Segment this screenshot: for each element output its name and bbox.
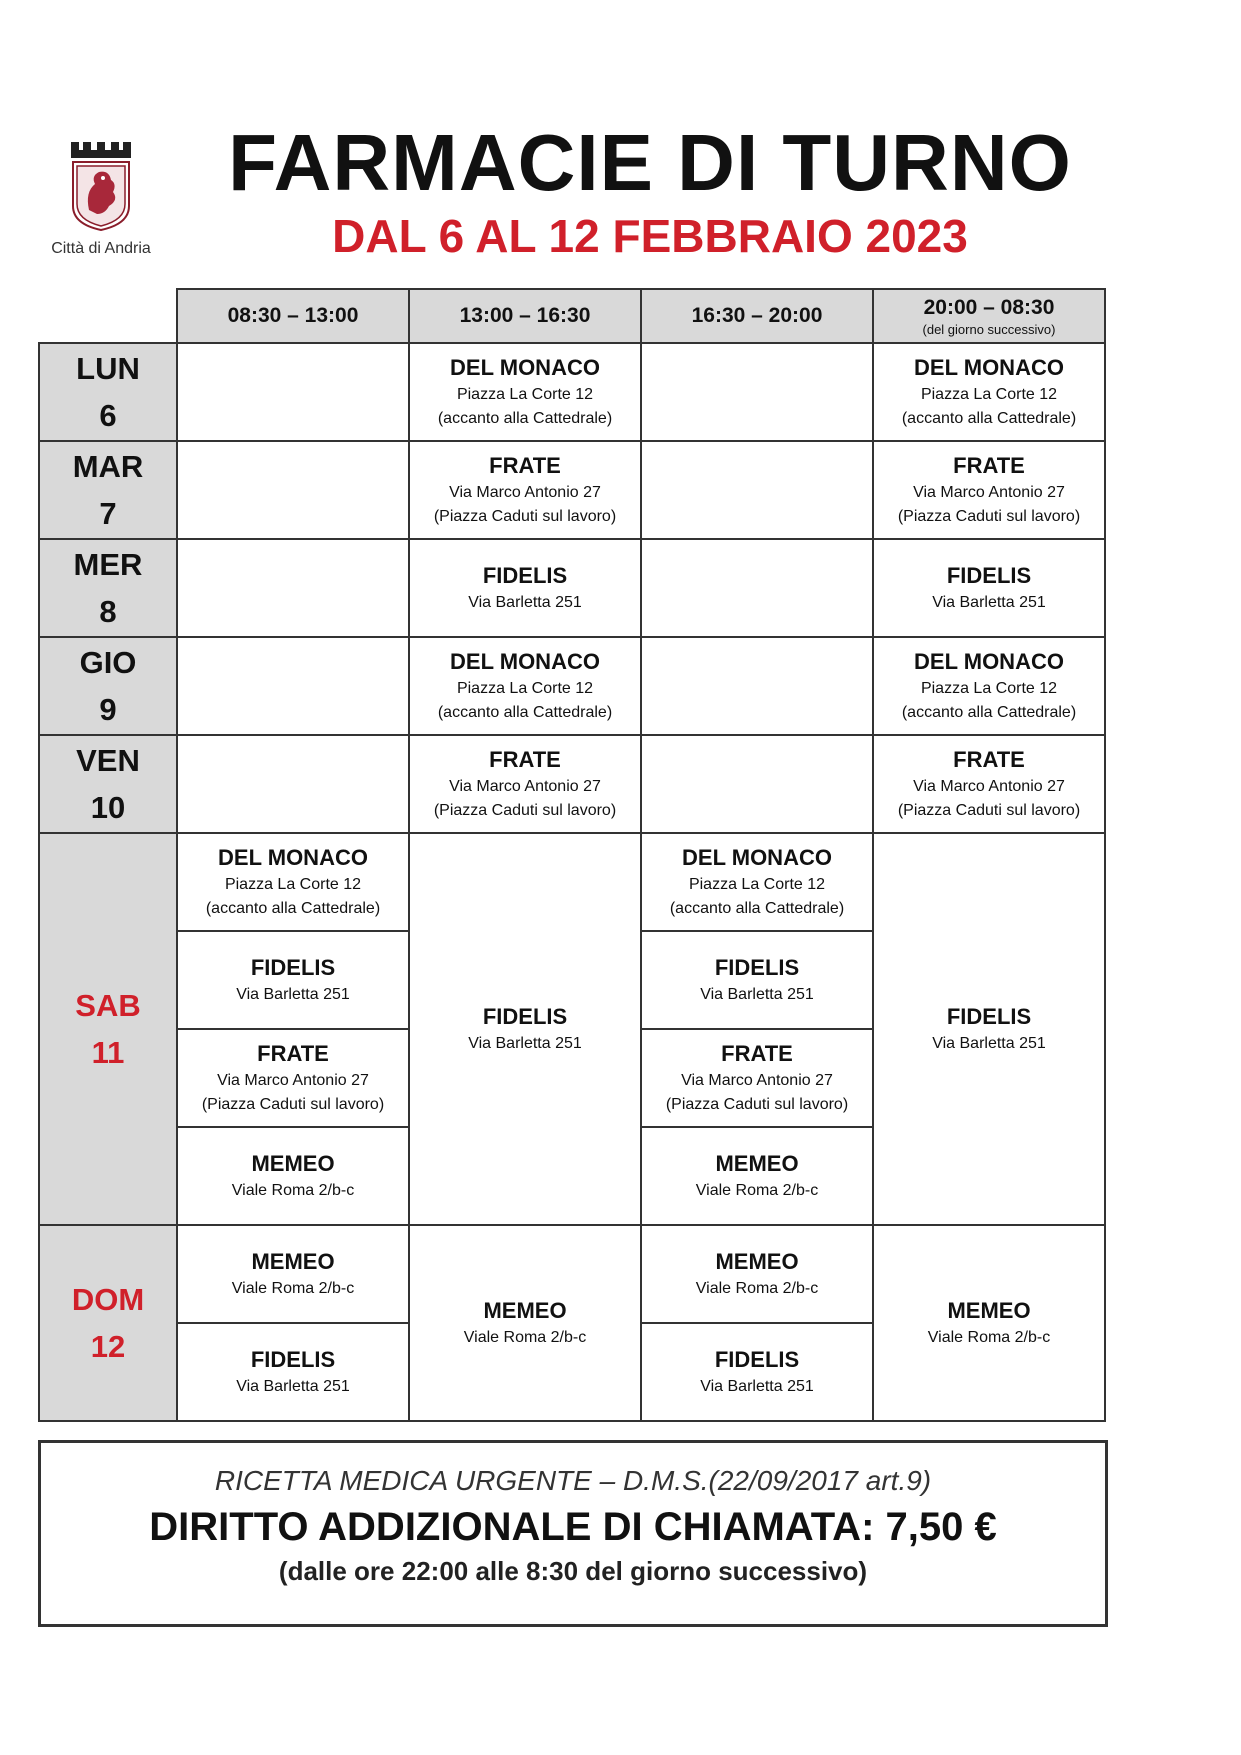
pharmacy-cell: FIDELIS Via Barletta 251 (641, 1323, 873, 1421)
info-line-fee: DIRITTO ADDIZIONALE DI CHIAMATA: 7,50 € (149, 1505, 997, 1549)
table-row (39, 343, 1105, 441)
empty-cell (177, 441, 409, 539)
empty-cell (641, 539, 873, 637)
pharmacy-cell: FIDELIS Via Barletta 251 (177, 931, 409, 1029)
pharmacy-cell: FRATE Via Marco Antonio 27 (Piazza Caduti sul lavoro) (409, 735, 641, 833)
pharmacy-cell: DEL MONACO Piazza La Corte 12 (accanto alla Cattedrale) (873, 637, 1105, 735)
logo-caption: Città di Andria (51, 240, 151, 257)
empty-cell (641, 637, 873, 735)
column-header: 08:30 – 13:00 (177, 289, 409, 343)
pharmacy-cell: MEMEO Viale Roma 2/b-c (177, 1127, 409, 1225)
info-box (38, 1440, 1108, 1627)
pharmacy-cell: FIDELIS Via Barletta 251 (409, 539, 641, 637)
empty-cell (177, 637, 409, 735)
page-title: FARMACIE DI TURNO (228, 118, 1072, 207)
day-cell: GIO 9 (39, 637, 177, 735)
pharmacy-cell: FIDELIS Via Barletta 251 (409, 833, 641, 1225)
pharmacy-cell: MEMEO Viale Roma 2/b-c (177, 1225, 409, 1323)
empty-cell (641, 343, 873, 441)
crest-icon (69, 140, 133, 232)
pharmacy-cell: FRATE Via Marco Antonio 27 (Piazza Caduti sul lavoro) (873, 441, 1105, 539)
day-cell: MAR 7 (39, 441, 177, 539)
pharmacy-cell: FRATE Via Marco Antonio 27 (Piazza Caduti sul lavoro) (409, 441, 641, 539)
pharmacy-cell: FRATE Via Marco Antonio 27 (Piazza Caduti sul lavoro) (641, 1029, 873, 1127)
header-row (39, 289, 1105, 343)
day-cell: MER 8 (39, 539, 177, 637)
pharmacy-cell: MEMEO Viale Roma 2/b-c (409, 1225, 641, 1421)
pharmacy-cell: DEL MONACO Piazza La Corte 12 (accanto alla Cattedrale) (409, 343, 641, 441)
pharmacy-cell: FIDELIS Via Barletta 251 (641, 931, 873, 1029)
day-cell: SAB 11 (39, 833, 177, 1225)
city-logo (36, 140, 166, 280)
table-row (39, 735, 1105, 833)
corner-cell (39, 289, 177, 343)
pharmacy-cell: MEMEO Viale Roma 2/b-c (873, 1225, 1105, 1421)
page-subtitle: DAL 6 AL 12 FEBBRAIO 2023 (332, 210, 968, 262)
table-row (39, 637, 1105, 735)
pharmacy-cell: FRATE Via Marco Antonio 27 (Piazza Caduti sul lavoro) (873, 735, 1105, 833)
table-row (39, 1225, 1105, 1323)
column-header: 20:00 – 08:30 (del giorno successivo) (873, 289, 1105, 343)
pharmacy-cell: FRATE Via Marco Antonio 27 (Piazza Caduti sul lavoro) (177, 1029, 409, 1127)
table-row (39, 441, 1105, 539)
empty-cell (641, 735, 873, 833)
column-header: 13:00 – 16:30 (409, 289, 641, 343)
pharmacy-cell: DEL MONACO Piazza La Corte 12 (accanto alla Cattedrale) (873, 343, 1105, 441)
pharmacy-cell: MEMEO Viale Roma 2/b-c (641, 1127, 873, 1225)
empty-cell (641, 441, 873, 539)
pharmacy-cell: DEL MONACO Piazza La Corte 12 (accanto alla Cattedrale) (409, 637, 641, 735)
table-row (39, 539, 1105, 637)
pharmacy-cell: DEL MONACO Piazza La Corte 12 (accanto alla Cattedrale) (641, 833, 873, 931)
empty-cell (177, 343, 409, 441)
pharmacy-cell: MEMEO Viale Roma 2/b-c (641, 1225, 873, 1323)
day-cell: LUN 6 (39, 343, 177, 441)
pharmacy-cell: FIDELIS Via Barletta 251 (177, 1323, 409, 1421)
pharmacy-cell: DEL MONACO Piazza La Corte 12 (accanto alla Cattedrale) (177, 833, 409, 931)
empty-cell (177, 539, 409, 637)
table-row (39, 833, 1105, 931)
pharmacy-cell: FIDELIS Via Barletta 251 (873, 539, 1105, 637)
info-line-prescription: RICETTA MEDICA URGENTE – D.M.S.(22/09/2017 art.9) (214, 1465, 932, 1496)
pharmacy-cell: FIDELIS Via Barletta 251 (873, 833, 1105, 1225)
day-cell: VEN 10 (39, 735, 177, 833)
column-header: 16:30 – 20:00 (641, 289, 873, 343)
info-line-hours: (dalle ore 22:00 alle 8:30 del giorno successivo) (278, 1556, 868, 1586)
empty-cell (177, 735, 409, 833)
schedule-table (38, 288, 1106, 1422)
day-cell: DOM 12 (39, 1225, 177, 1421)
column-header-note: (del giorno successivo) (922, 321, 1056, 337)
